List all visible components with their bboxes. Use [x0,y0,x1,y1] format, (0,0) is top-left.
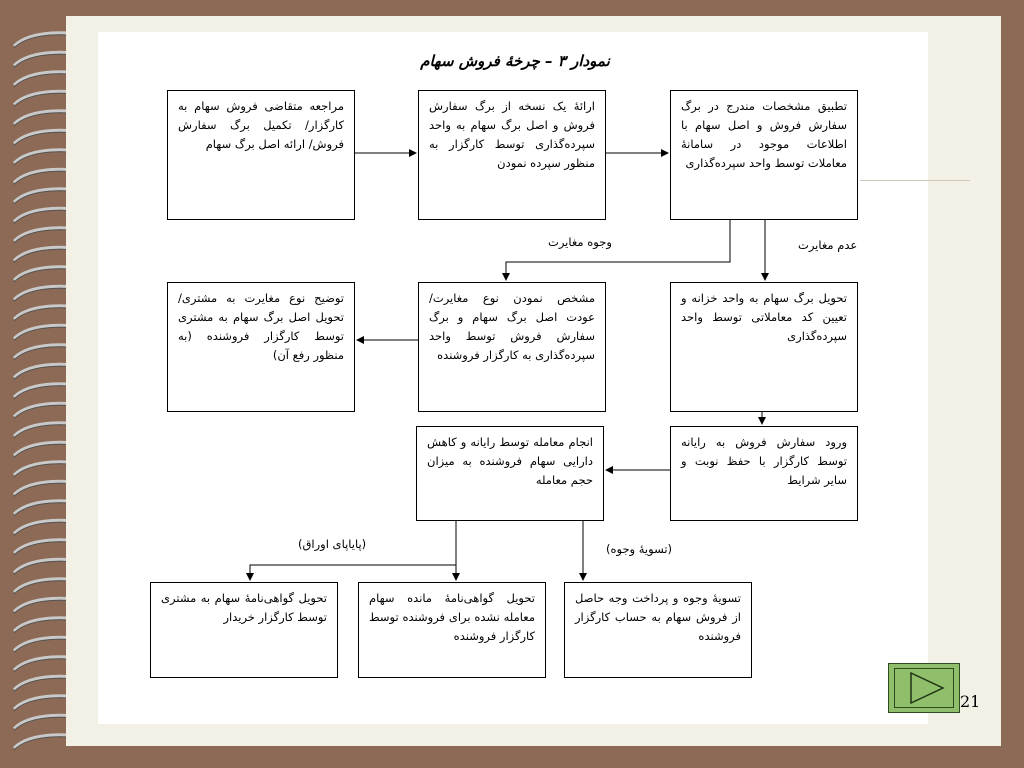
page-number: 21 [960,692,981,711]
step-submit-to-depository: ارائهٔ یک نسخه از برگ سفارش فروش و اصل برگ سهام به واحد سپرده‌گذاری توسط کارگزار به منظور سپرده نمودن [418,90,606,220]
next-slide-icon [895,669,953,707]
next-button-frame [894,668,954,708]
step-deliver-to-treasury: تحویل برگ سهام به واحد خزانه و تعیین کد معاملاتی توسط واحد سپرده‌گذاری [670,282,858,412]
label-no-mismatch: عدم مغایرت [798,238,858,252]
label-securities-clearing: (پایاپای اوراق) [298,537,367,551]
label-mismatch: وجوه مغایرت [548,235,612,249]
step-identify-mismatch: مشخص نمودن نوع مغایرت/ عودت اصل برگ سهام و برگ سفارش فروش توسط واحد سپرده‌گذاری به کارگزار فروشنده [418,282,606,412]
step-verify-details: تطبیق مشخصات مندرج در برگ سفارش فروش و اصل سهام با اطلاعات موجود در سامانهٔ معاملات توسط واحد سپرده‌گذاری [670,90,858,220]
label-funds-settlement: (تسویهٔ وجوه) [606,542,673,556]
step-explain-mismatch: توضیح نوع مغایرت به مشتری/ تحویل اصل برگ سهام به مشتری توسط کارگزار فروشنده (به منظور رفع آن) [167,282,355,412]
step-deliver-certificate-buyer: تحویل گواهی‌نامهٔ سهام به مشتری توسط کارگزار خریدار [150,582,338,678]
step-deliver-remaining-certificate: تحویل گواهی‌نامهٔ مانده سهام معامله نشده برای فروشنده توسط کارگزار فروشنده [358,582,546,678]
divider-line [860,180,970,181]
next-slide-button[interactable] [888,663,960,713]
diagram-title: نمودار ۳ – چرخهٔ فروش سهام [420,52,610,70]
step-customer-request: مراجعه متقاضی فروش سهام به کارگزار/ تکمیل برگ سفارش فروش/ ارائه اصل برگ سهام [167,90,355,220]
step-execute-trade: انجام معامله توسط رایانه و کاهش دارایی سهام فروشنده به میزان حجم معامله [416,426,604,521]
step-enter-order: ورود سفارش فروش به رایانه توسط کارگزار با حفظ نوبت و سایر شرایط [670,426,858,521]
step-settle-funds: تسویهٔ وجوه و پرداخت وجه حاصل از فروش سهام به حساب کارگزار فروشنده [564,582,752,678]
